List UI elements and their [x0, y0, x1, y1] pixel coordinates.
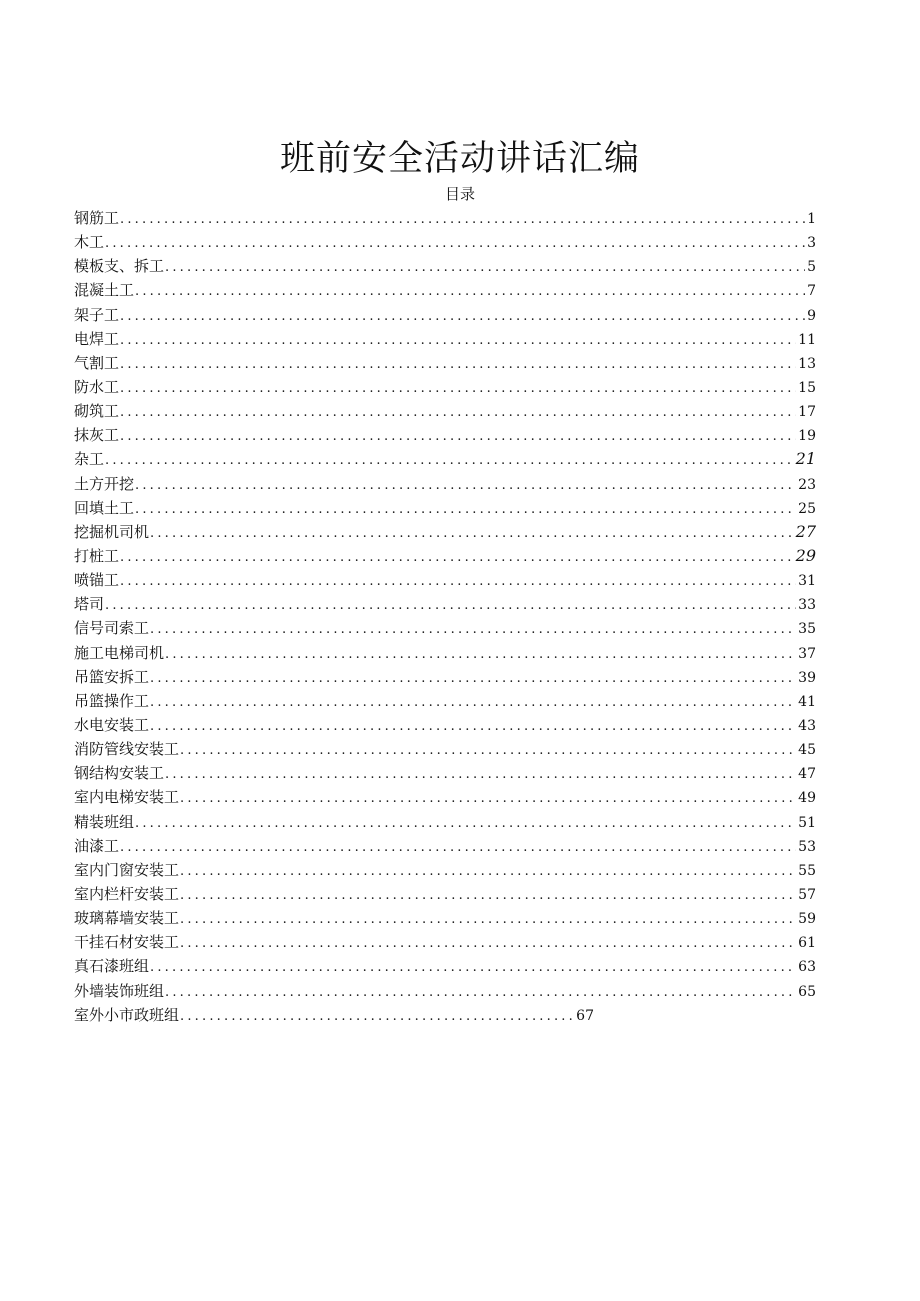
toc-leader-dots	[180, 787, 796, 809]
toc-entry-label: 气割工	[74, 353, 120, 372]
toc-entry-tasi[interactable]	[74, 592, 816, 616]
toc-entry-label: 吊篮操作工	[74, 691, 150, 710]
toc-entry-page: 31	[798, 573, 816, 590]
toc-leader-dots	[180, 884, 796, 906]
toc-entry-shigongdianti[interactable]	[74, 641, 816, 665]
toc-leader-dots	[150, 691, 796, 713]
toc-entry-label: 室内电梯安装工	[74, 788, 180, 807]
toc-entry-label: 杂工	[74, 450, 105, 469]
toc-entry-label: 室外小市政班组	[74, 1005, 180, 1024]
toc-entry-mohui[interactable]	[74, 423, 816, 447]
toc-entry-page: 33	[798, 597, 816, 614]
toc-entry-page: 45	[798, 742, 816, 759]
toc-entry-moban[interactable]	[74, 254, 816, 278]
toc-entry-muqiang[interactable]	[74, 906, 816, 930]
toc-entry-label: 塔司	[74, 595, 105, 614]
toc-entry-zhenshiqi[interactable]	[74, 954, 816, 978]
toc-leader-dots	[165, 981, 796, 1003]
toc-entry-waiqiang[interactable]	[74, 979, 816, 1003]
toc-leader-dots	[165, 256, 805, 278]
toc-entry-page: 9	[807, 307, 816, 324]
toc-leader-dots	[180, 1005, 574, 1027]
toc-leader-dots	[105, 449, 794, 471]
toc-entry-page: 15	[798, 379, 816, 396]
toc-entry-page: 21	[795, 449, 816, 469]
toc-entry-page: 25	[798, 500, 816, 517]
toc-leader-dots	[150, 522, 794, 544]
toc-leader-dots	[150, 715, 796, 737]
toc-entry-label: 钢结构安装工	[74, 764, 165, 783]
toc-entry-langan[interactable]	[74, 882, 816, 906]
toc-entry-shinei-dianti[interactable]	[74, 785, 816, 809]
toc-entry-label: 油漆工	[74, 836, 120, 855]
toc-entry-jingzhuang[interactable]	[74, 810, 816, 834]
toc-entry-label: 打桩工	[74, 546, 120, 565]
toc-entry-label: 真石漆班组	[74, 957, 150, 976]
toc-entry-label: 木工	[74, 233, 105, 252]
toc-leader-dots	[120, 329, 796, 351]
toc-entry-label: 钢筋工	[74, 209, 120, 227]
toc-entry-page: 65	[798, 983, 816, 1000]
toc-entry-menchuang[interactable]	[74, 858, 816, 882]
toc-entry-label: 模板支、拆工	[74, 257, 165, 276]
toc-entry-qizhu[interactable]	[74, 399, 816, 423]
toc-entry-label: 室内门窗安装工	[74, 860, 180, 879]
toc-entry-hunningtu[interactable]	[74, 278, 816, 302]
toc-leader-dots	[105, 594, 796, 616]
toc-entry-dianhan[interactable]	[74, 327, 816, 351]
toc-entry-label: 信号司索工	[74, 619, 150, 638]
toc-entry-wajueji[interactable]	[74, 520, 816, 544]
toc-leader-dots	[120, 836, 796, 858]
document-title: 班前安全活动讲话汇编	[279, 139, 640, 179]
toc-entry-huitian[interactable]	[74, 496, 816, 520]
toc-entry-tufang[interactable]	[74, 472, 816, 496]
toc-entry-page: 39	[798, 669, 816, 686]
toc-leader-dots	[120, 305, 805, 327]
toc-entry-qige[interactable]	[74, 351, 816, 375]
toc-entry-label: 外墙装饰班组	[74, 981, 165, 1000]
toc-entry-page: 57	[798, 886, 816, 903]
toc-leader-dots	[150, 667, 796, 689]
toc-entry-xinhao[interactable]	[74, 616, 816, 640]
toc-entry-gangjin[interactable]	[74, 206, 816, 230]
toc-entry-page: 19	[798, 428, 816, 445]
toc-entry-page: 7	[807, 283, 816, 300]
toc-entry-label: 消防管线安装工	[74, 740, 180, 759]
toc-entry-label: 干挂石材安装工	[74, 933, 180, 952]
toc-entry-mugong[interactable]	[74, 230, 816, 254]
toc-entry-page: 47	[798, 766, 816, 783]
toc-entry-label: 水电安装工	[74, 715, 150, 734]
toc-entry-jiazi[interactable]	[74, 303, 816, 327]
toc-leader-dots	[135, 280, 805, 302]
toc-entry-label: 精装班组	[74, 812, 135, 831]
toc-leader-dots	[120, 570, 796, 592]
toc-entry-label: 抹灰工	[74, 426, 120, 445]
toc-entry-page: 1	[807, 211, 816, 227]
toc-entry-dazhuang[interactable]	[74, 544, 816, 568]
toc-entry-label: 电焊工	[74, 329, 120, 348]
toc-entry-page: 23	[798, 476, 816, 493]
toc-entry-page: 29	[795, 545, 816, 565]
toc-leader-dots	[120, 353, 796, 375]
toc-entry-page: 51	[798, 814, 816, 831]
toc-entry-fangshui[interactable]	[74, 375, 816, 399]
toc-entry-diaolan-anchai[interactable]	[74, 665, 816, 689]
toc-entry-page: 13	[798, 355, 816, 372]
toc-entry-shuidian[interactable]	[74, 713, 816, 737]
toc-entry-label: 回填土工	[74, 498, 135, 517]
toc-leader-dots	[150, 618, 796, 640]
toc-entry-label: 砌筑工	[74, 402, 120, 421]
toc-entry-xiaofang[interactable]	[74, 737, 816, 761]
toc-entry-page: 37	[798, 645, 816, 662]
toc-leader-dots	[165, 643, 796, 665]
toc-entry-zagong[interactable]	[74, 447, 816, 471]
toc-entry-page: 59	[798, 911, 816, 928]
toc-leader-dots	[120, 377, 796, 399]
toc-entry-page: 27	[795, 521, 816, 541]
toc-leader-dots	[120, 546, 794, 568]
toc-entry-page: 67	[576, 1007, 594, 1024]
toc-leader-dots	[150, 956, 796, 978]
toc-entry-diaolan-caozuo[interactable]	[74, 689, 816, 713]
toc-leader-dots	[120, 208, 805, 230]
toc-entry-page: 35	[798, 621, 816, 638]
toc-entry-page: 63	[798, 959, 816, 976]
toc-entry-page: 3	[807, 235, 816, 252]
toc-entry-label: 施工电梯司机	[74, 643, 165, 662]
toc-entry-label: 室内栏杆安装工	[74, 884, 180, 903]
toc-entry-label: 防水工	[74, 377, 120, 396]
toc-entry-gangjiegou[interactable]	[74, 761, 816, 785]
toc-entry-youqi[interactable]	[74, 834, 816, 858]
toc-entry-label: 土方开挖	[74, 474, 135, 493]
toc-entry-label: 挖掘机司机	[74, 522, 150, 541]
toc-entry-page: 41	[798, 693, 816, 710]
toc-leader-dots	[180, 932, 796, 954]
toc-leader-dots	[180, 739, 796, 761]
toc-entry-label: 架子工	[74, 305, 120, 324]
toc-leader-dots	[180, 908, 796, 930]
toc-entry-label: 喷锚工	[74, 571, 120, 590]
toc-entry-page: 53	[798, 838, 816, 855]
toc-entry-page: 17	[798, 404, 816, 421]
toc-entry-page: 11	[798, 331, 816, 348]
toc-entry-page: 49	[798, 790, 816, 807]
toc-entry-page: 43	[798, 717, 816, 734]
toc-entry-shicai[interactable]	[74, 930, 816, 954]
toc-entry-label: 玻璃幕墙安装工	[74, 909, 180, 928]
toc-leader-dots	[105, 232, 805, 254]
toc-leader-dots	[135, 812, 796, 834]
toc-leader-dots	[135, 474, 796, 496]
toc-leader-dots	[120, 401, 796, 423]
toc-leader-dots	[180, 860, 796, 882]
toc-leader-dots	[165, 763, 796, 785]
toc-entry-shizheng[interactable]	[74, 1003, 594, 1027]
toc-entry-page: 55	[798, 862, 816, 879]
toc-entry-label: 混凝土工	[74, 281, 135, 300]
toc-entry-label: 吊篮安拆工	[74, 667, 150, 686]
toc-heading: 目录	[444, 185, 475, 203]
table-of-contents	[74, 206, 816, 1027]
toc-entry-page: 61	[798, 935, 816, 952]
toc-entry-page: 5	[807, 259, 816, 276]
toc-leader-dots	[135, 498, 796, 520]
toc-entry-penmao[interactable]	[74, 568, 816, 592]
toc-leader-dots	[120, 425, 796, 447]
